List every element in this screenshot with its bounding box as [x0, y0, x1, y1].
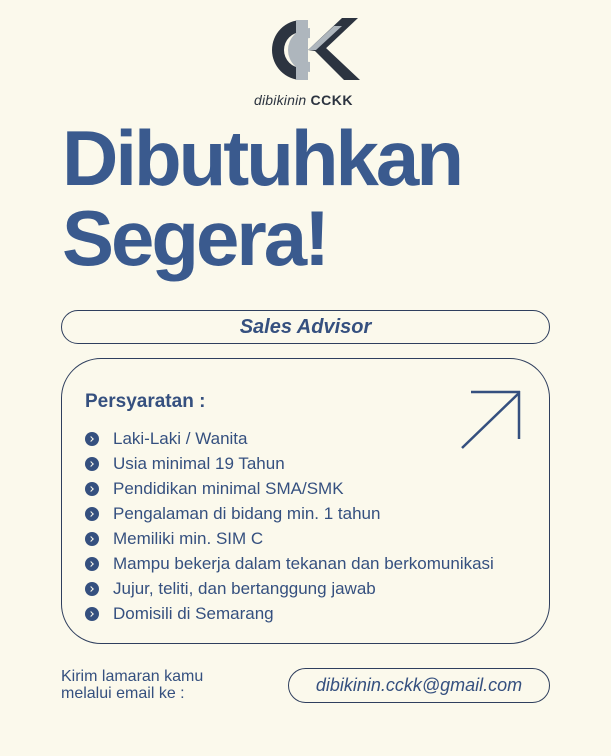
headline-line-2: Segera!: [62, 194, 328, 282]
list-item: Pendidikan minimal SMA/SMK: [85, 476, 494, 501]
instruction-line-1: Kirim lamaran kamu: [61, 668, 204, 685]
application-instruction: [61, 668, 203, 702]
requirements-box: [61, 358, 550, 644]
list-item: Laki-Laki / Wanita: [85, 426, 494, 451]
list-item: Mampu bekerja dalam tekanan dan berkomunikasi: [85, 551, 494, 576]
chevron-right-bullet-icon: [85, 582, 99, 596]
headline-line-1: Dibutuhkan: [62, 114, 461, 202]
list-item: Pengalaman di bidang min. 1 tahun: [85, 501, 494, 526]
chevron-right-bullet-icon: [85, 507, 99, 521]
cckk-logo-icon: [250, 14, 365, 86]
requirements-list: [85, 426, 494, 626]
tagline-brand: CCKK: [310, 92, 353, 108]
contact-email: dibikinin.cckk@gmail.com: [288, 668, 550, 703]
chevron-right-bullet-icon: [85, 432, 99, 446]
list-item: Jujur, teliti, dan bertanggung jawab: [85, 576, 494, 601]
list-item: Domisili di Semarang: [85, 601, 494, 626]
tagline-prefix: dibikinin: [254, 92, 307, 108]
chevron-right-bullet-icon: [85, 457, 99, 471]
headline: [62, 114, 461, 282]
chevron-right-bullet-icon: [85, 557, 99, 571]
chevron-right-bullet-icon: [85, 607, 99, 621]
logo-tagline: [254, 92, 353, 108]
chevron-right-bullet-icon: [85, 532, 99, 546]
list-item: Usia minimal 19 Tahun: [85, 451, 494, 476]
position-title: Sales Advisor: [61, 310, 550, 344]
list-item: Memiliki min. SIM C: [85, 526, 494, 551]
requirements-title: Persyaratan :: [85, 391, 206, 412]
instruction-line-2: melalui email ke :: [61, 685, 185, 702]
chevron-right-bullet-icon: [85, 482, 99, 496]
